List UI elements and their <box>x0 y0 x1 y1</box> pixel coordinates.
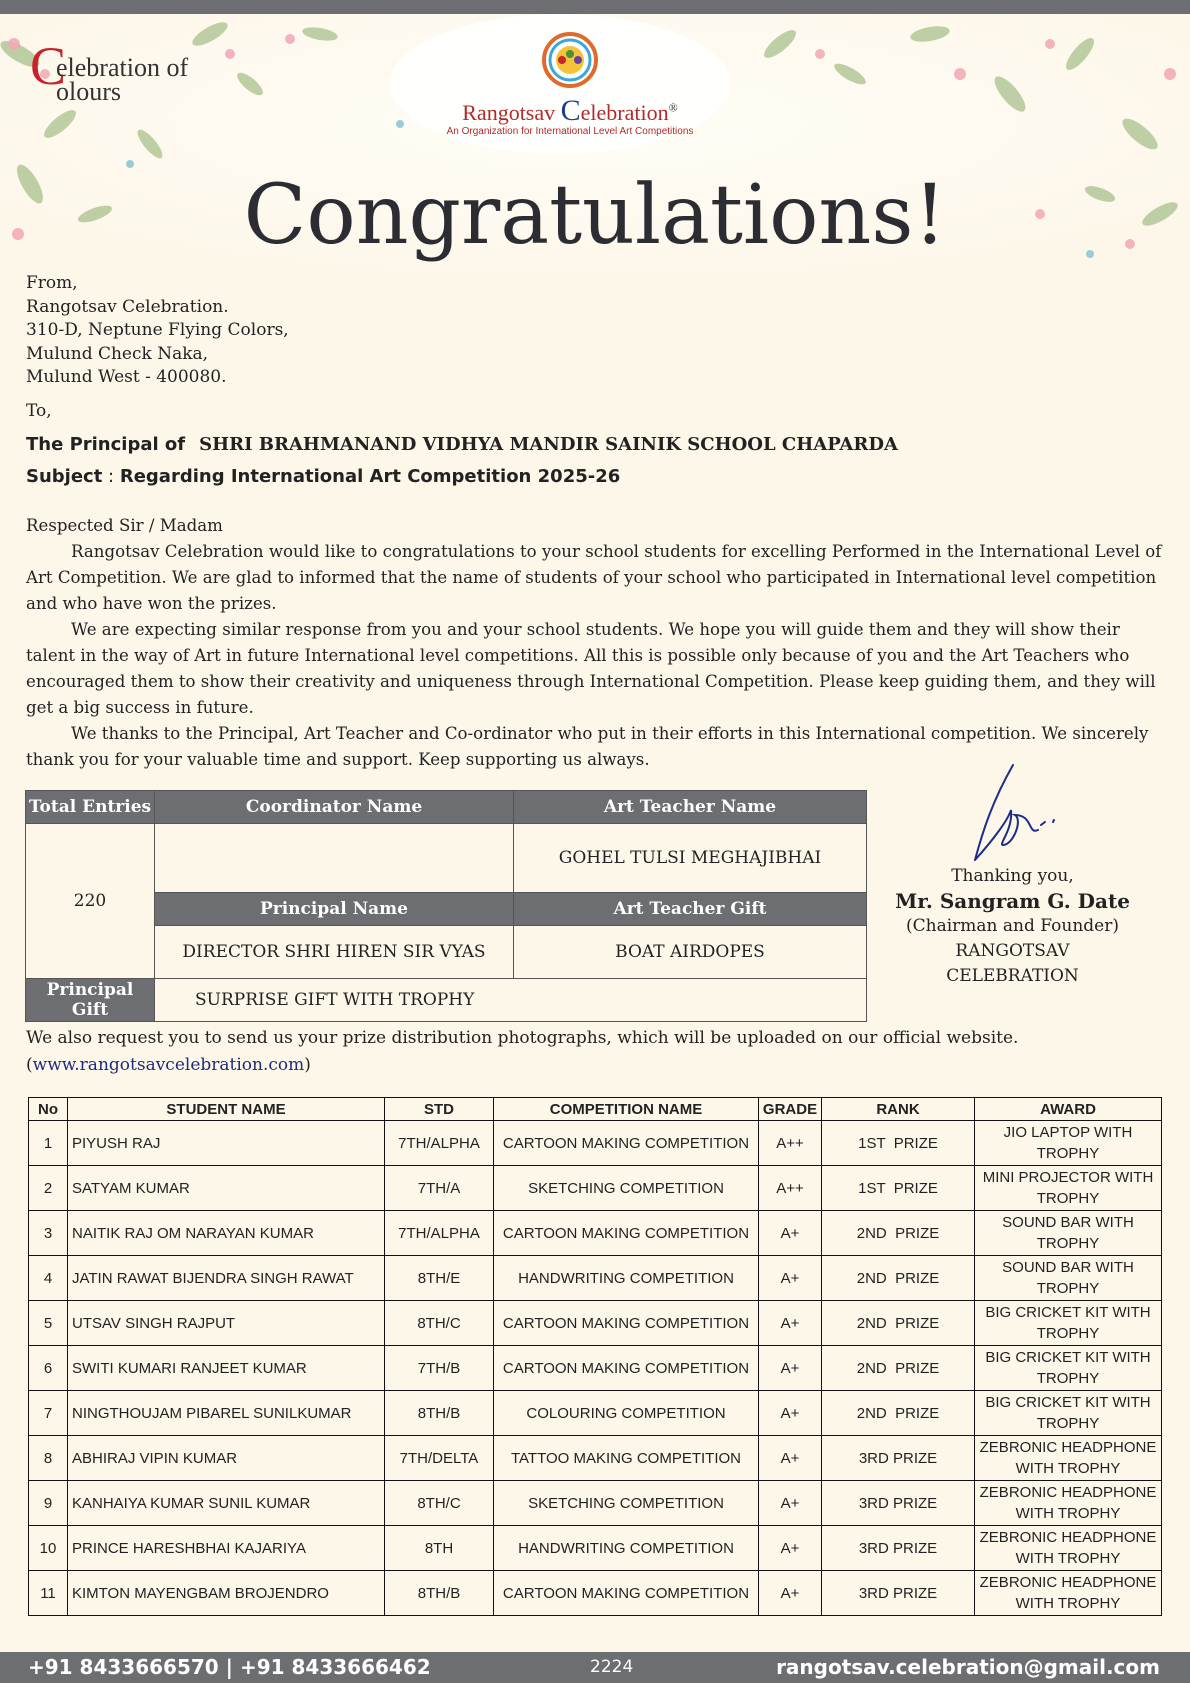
cell-std: 8TH/C <box>385 1301 494 1346</box>
cell-grade: A++ <box>759 1121 822 1166</box>
from-line: Mulund Check Naka, <box>26 343 209 364</box>
letter-body <box>26 513 1166 773</box>
info-table <box>25 790 867 1022</box>
cell-award: MINI PROJECTOR WITH TROPHY <box>975 1166 1162 1211</box>
signatory-name: Mr. Sangram G. Date <box>895 889 1130 913</box>
cell-award: SOUND BAR WITH TROPHY <box>975 1211 1162 1256</box>
cell-std: 8TH <box>385 1526 494 1571</box>
page-title: Congratulations! <box>243 168 947 263</box>
cell-grade: A+ <box>759 1211 822 1256</box>
cell-competition: HANDWRITING COMPETITION <box>494 1256 759 1301</box>
table-row <box>29 1166 1162 1211</box>
logo-tagline: An Organization for International Level Art Competitions <box>446 126 694 137</box>
cell-award: BIG CRICKET KIT WITH TROPHY <box>975 1346 1162 1391</box>
paragraph-2: We are expecting similar response from you and your school students. We hope you will guide them and they will show their talent in the way of Art in future International level competitions. All this is possible only because of you and the Art Teachers who encouraged them to show their creativity and uniqueness through International Competition. Please keep guiding them, and they will get a big success in future. <box>26 620 1156 717</box>
cell-rank: 1ST PRIZE <box>822 1121 975 1166</box>
cell-std: 8TH/C <box>385 1481 494 1526</box>
cell-rank: 3RD PRIZE <box>822 1436 975 1481</box>
paragraph-3: We thanks to the Principal, Art Teacher and Co-ordinator who put in their efforts in this International competition. We sincerely thank you for your valuable time and support. Keep supporting us always. <box>26 724 1149 769</box>
cell-rank: 3RD PRIZE <box>822 1526 975 1571</box>
cell-award: JIO LAPTOP WITH TROPHY <box>975 1121 1162 1166</box>
cell-std: 7TH/B <box>385 1346 494 1391</box>
cell-competition: COLOURING COMPETITION <box>494 1391 759 1436</box>
principal-gift-header: Principal Gift <box>26 979 155 1022</box>
table-row <box>29 1301 1162 1346</box>
art-teacher-gift-header: Art Teacher Gift <box>514 893 867 926</box>
cell-no: 10 <box>29 1526 68 1571</box>
cell-student-name: KIMTON MAYENGBAM BROJENDRO <box>68 1571 385 1616</box>
cell-competition: CARTOON MAKING COMPETITION <box>494 1571 759 1616</box>
cell-no: 3 <box>29 1211 68 1256</box>
cell-no: 4 <box>29 1256 68 1301</box>
col-std: STD <box>385 1098 494 1121</box>
students-table <box>28 1097 1162 1616</box>
rangotsav-logo <box>440 30 700 150</box>
cell-student-name: SWITI KUMARI RANJEET KUMAR <box>68 1346 385 1391</box>
subject-label: Subject <box>26 466 103 487</box>
principal-label: The Principal of <box>26 434 186 455</box>
rangotsav-emblem-icon <box>540 30 600 90</box>
request-text: We also request you to send us your prize distribution photographs, which will be uploaded on our official website. <box>26 1028 1019 1048</box>
cell-student-name: KANHAIYA KUMAR SUNIL KUMAR <box>68 1481 385 1526</box>
table-row <box>29 1571 1162 1616</box>
signature-icon <box>953 760 1073 870</box>
cell-grade: A+ <box>759 1256 822 1301</box>
logo-name-part2: elebration <box>580 100 669 125</box>
art-teacher-header: Art Teacher Name <box>514 791 867 824</box>
col-competition: COMPETITION NAME <box>494 1098 759 1121</box>
cell-rank: 2ND PRIZE <box>822 1256 975 1301</box>
cell-no: 1 <box>29 1121 68 1166</box>
cell-rank: 2ND PRIZE <box>822 1301 975 1346</box>
cell-grade: A+ <box>759 1571 822 1616</box>
cell-grade: A++ <box>759 1166 822 1211</box>
school-name: SHRI BRAHMANAND VIDHYA MANDIR SAINIK SCHOOL CHAPARDA <box>199 434 898 455</box>
cell-std: 7TH/DELTA <box>385 1436 494 1481</box>
recipient <box>26 434 898 455</box>
from-line: 310-D, Neptune Flying Colors, <box>26 320 289 340</box>
cell-std: 8TH/B <box>385 1571 494 1616</box>
cell-no: 5 <box>29 1301 68 1346</box>
col-grade: GRADE <box>759 1098 822 1121</box>
logo-name-part1: Rangotsav <box>462 100 561 125</box>
col-no: No <box>29 1098 68 1121</box>
cell-grade: A+ <box>759 1391 822 1436</box>
logo-line1: elebration of <box>56 53 189 82</box>
cell-std: 7TH/ALPHA <box>385 1121 494 1166</box>
total-entries-header: Total Entries <box>26 791 155 824</box>
to-label: To, <box>26 401 52 421</box>
from-address <box>26 272 289 390</box>
paragraph-1: Rangotsav Celebration would like to congratulations to your school students for excelling Performed in the International Level of Art Competition. We are glad to informed that the name of students of your school who participated in International level competition and who have won the prizes. <box>26 542 1162 613</box>
cell-student-name: PRINCE HARESHBHAI KAJARIYA <box>68 1526 385 1571</box>
table-row <box>29 1391 1162 1436</box>
cell-student-name: UTSAV SINGH RAJPUT <box>68 1301 385 1346</box>
cell-student-name: SATYAM KUMAR <box>68 1166 385 1211</box>
cell-competition: SKETCHING COMPETITION <box>494 1166 759 1211</box>
footer-email[interactable]: rangotsav.celebration@gmail.com <box>776 1655 1160 1679</box>
principal-name-header: Principal Name <box>155 893 514 926</box>
logo-name-c: C <box>560 94 581 127</box>
cell-competition: CARTOON MAKING COMPETITION <box>494 1301 759 1346</box>
cell-grade: A+ <box>759 1436 822 1481</box>
table-row <box>29 1256 1162 1301</box>
rangotsav-name <box>440 94 700 128</box>
cell-award: ZEBRONIC HEADPHONE WITH TROPHY <box>975 1481 1162 1526</box>
cell-grade: A+ <box>759 1346 822 1391</box>
cell-award: ZEBRONIC HEADPHONE WITH TROPHY <box>975 1571 1162 1616</box>
cell-grade: A+ <box>759 1481 822 1526</box>
total-entries-value: 220 <box>26 824 155 979</box>
signatory-org: RANGOTSAV CELEBRATION <box>946 941 1079 986</box>
cell-competition: CARTOON MAKING COMPETITION <box>494 1346 759 1391</box>
cell-student-name: NAITIK RAJ OM NARAYAN KUMAR <box>68 1211 385 1256</box>
col-award: AWARD <box>975 1098 1162 1121</box>
cell-student-name: NINGTHOUJAM PIBAREL SUNILKUMAR <box>68 1391 385 1436</box>
from-line: Rangotsav Celebration. <box>26 296 229 317</box>
table-row <box>29 1526 1162 1571</box>
cell-rank: 2ND PRIZE <box>822 1391 975 1436</box>
cell-competition: CARTOON MAKING COMPETITION <box>494 1211 759 1256</box>
top-bar <box>0 0 1190 14</box>
paren-close: ) <box>304 1055 311 1075</box>
from-label: From, <box>26 273 78 293</box>
cell-rank: 3RD PRIZE <box>822 1571 975 1616</box>
table-row <box>29 1346 1162 1391</box>
cell-std: 8TH/E <box>385 1256 494 1301</box>
cell-no: 11 <box>29 1571 68 1616</box>
cell-award: BIG CRICKET KIT WITH TROPHY <box>975 1301 1162 1346</box>
cell-std: 8TH/B <box>385 1391 494 1436</box>
cell-student-name: JATIN RAWAT BIJENDRA SINGH RAWAT <box>68 1256 385 1301</box>
subject-line <box>26 466 620 487</box>
footer-phones: +91 8433666570 | +91 8433666462 <box>28 1655 431 1679</box>
cell-competition: SKETCHING COMPETITION <box>494 1481 759 1526</box>
cell-rank: 2ND PRIZE <box>822 1211 975 1256</box>
coordinator-header: Coordinator Name <box>155 791 514 824</box>
cell-competition: TATTOO MAKING COMPETITION <box>494 1436 759 1481</box>
cell-student-name: PIYUSH RAJ <box>68 1121 385 1166</box>
cell-competition: CARTOON MAKING COMPETITION <box>494 1121 759 1166</box>
subject-sep: : <box>102 466 120 487</box>
cell-no: 8 <box>29 1436 68 1481</box>
table-row <box>29 1436 1162 1481</box>
from-line: Mulund West - 400080. <box>26 367 227 387</box>
table-row <box>29 1121 1162 1166</box>
cell-rank: 2ND PRIZE <box>822 1346 975 1391</box>
cell-competition: HANDWRITING COMPETITION <box>494 1526 759 1571</box>
paren-open: ( <box>26 1055 33 1075</box>
cell-student-name: ABHIRAJ VIPIN KUMAR <box>68 1436 385 1481</box>
art-teacher-value: GOHEL TULSI MEGHAJIBHAI <box>514 824 867 893</box>
cell-grade: A+ <box>759 1301 822 1346</box>
coordinator-value <box>155 824 514 893</box>
cell-no: 7 <box>29 1391 68 1436</box>
signature-block <box>890 760 1135 989</box>
cell-no: 2 <box>29 1166 68 1211</box>
cell-award: ZEBRONIC HEADPHONE WITH TROPHY <box>975 1436 1162 1481</box>
cell-std: 7TH/ALPHA <box>385 1211 494 1256</box>
cell-no: 6 <box>29 1346 68 1391</box>
art-teacher-gift-value: BOAT AIRDOPES <box>514 926 867 979</box>
registered-mark: ® <box>668 100 678 115</box>
cell-no: 9 <box>29 1481 68 1526</box>
col-student-name: STUDENT NAME <box>68 1098 385 1121</box>
cell-rank: 3RD PRIZE <box>822 1481 975 1526</box>
logo-letter: C <box>30 36 67 96</box>
col-rank: RANK <box>822 1098 975 1121</box>
cell-rank: 1ST PRIZE <box>822 1166 975 1211</box>
website-link[interactable]: www.rangotsavcelebration.com <box>32 1055 305 1075</box>
cell-award: SOUND BAR WITH TROPHY <box>975 1256 1162 1301</box>
footer-bar <box>0 1652 1190 1683</box>
cell-award: ZEBRONIC HEADPHONE WITH TROPHY <box>975 1526 1162 1571</box>
table-header-row <box>29 1098 1162 1121</box>
table-row <box>29 1481 1162 1526</box>
subject-text: Regarding International Art Competition 2025-26 <box>119 466 621 487</box>
cell-std: 7TH/A <box>385 1166 494 1211</box>
table-row <box>29 1211 1162 1256</box>
thanking-text: Thanking you, <box>951 866 1074 886</box>
signatory-role: (Chairman and Founder) <box>906 916 1119 936</box>
principal-gift-value: SURPRISE GIFT WITH TROPHY <box>155 979 867 1022</box>
photo-request <box>26 1025 1166 1079</box>
cell-award: BIG CRICKET KIT WITH TROPHY <box>975 1391 1162 1436</box>
cell-grade: A+ <box>759 1526 822 1571</box>
logo-line2: olours <box>56 77 121 106</box>
footer-page-number: 2224 <box>590 1657 634 1677</box>
principal-name-value: DIRECTOR SHRI HIREN SIR VYAS <box>155 926 514 979</box>
greeting: Respected Sir / Madam <box>26 516 223 535</box>
